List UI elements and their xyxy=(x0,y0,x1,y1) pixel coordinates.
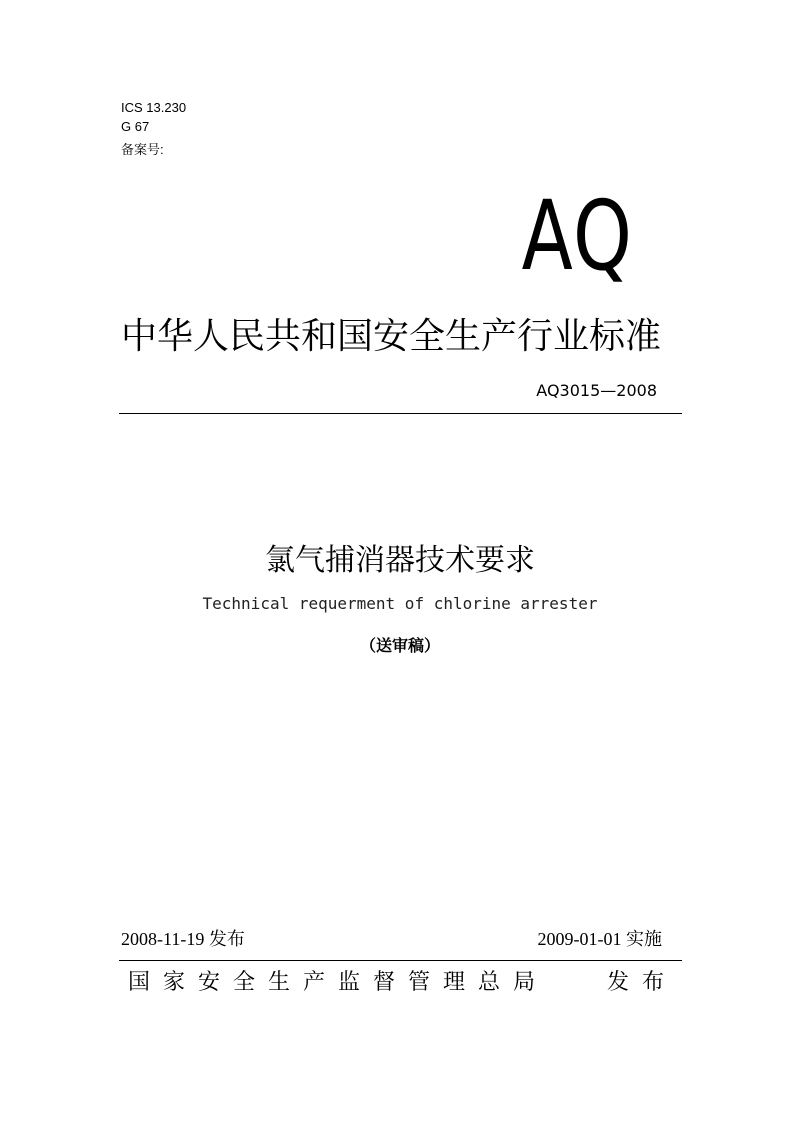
document-english-title: Technical requerment of chlorine arrester xyxy=(202,594,598,613)
document-title: 氯气捕消器技术要求 xyxy=(265,543,535,578)
footer-divider xyxy=(119,960,682,961)
issue-label: 发布 xyxy=(606,970,677,995)
issuing-authority: 国家安全生产监督管理总局 xyxy=(128,970,549,995)
standard-number: AQ3015—2008 xyxy=(536,381,657,400)
implement-date: 2009-01-01 实施 xyxy=(537,929,662,949)
record-number-label: 备案号: xyxy=(121,142,164,157)
header-divider xyxy=(119,413,682,414)
ics-code: ICS 13.230 xyxy=(121,100,187,115)
standard-mark: AQ xyxy=(522,180,634,292)
document-status: （送审稿） xyxy=(359,636,440,655)
classification-code: G 67 xyxy=(121,119,150,134)
publish-date: 2008-11-19 发布 xyxy=(121,929,245,949)
standard-category-title: 中华人民共和国安全生产行业标准 xyxy=(121,316,662,357)
